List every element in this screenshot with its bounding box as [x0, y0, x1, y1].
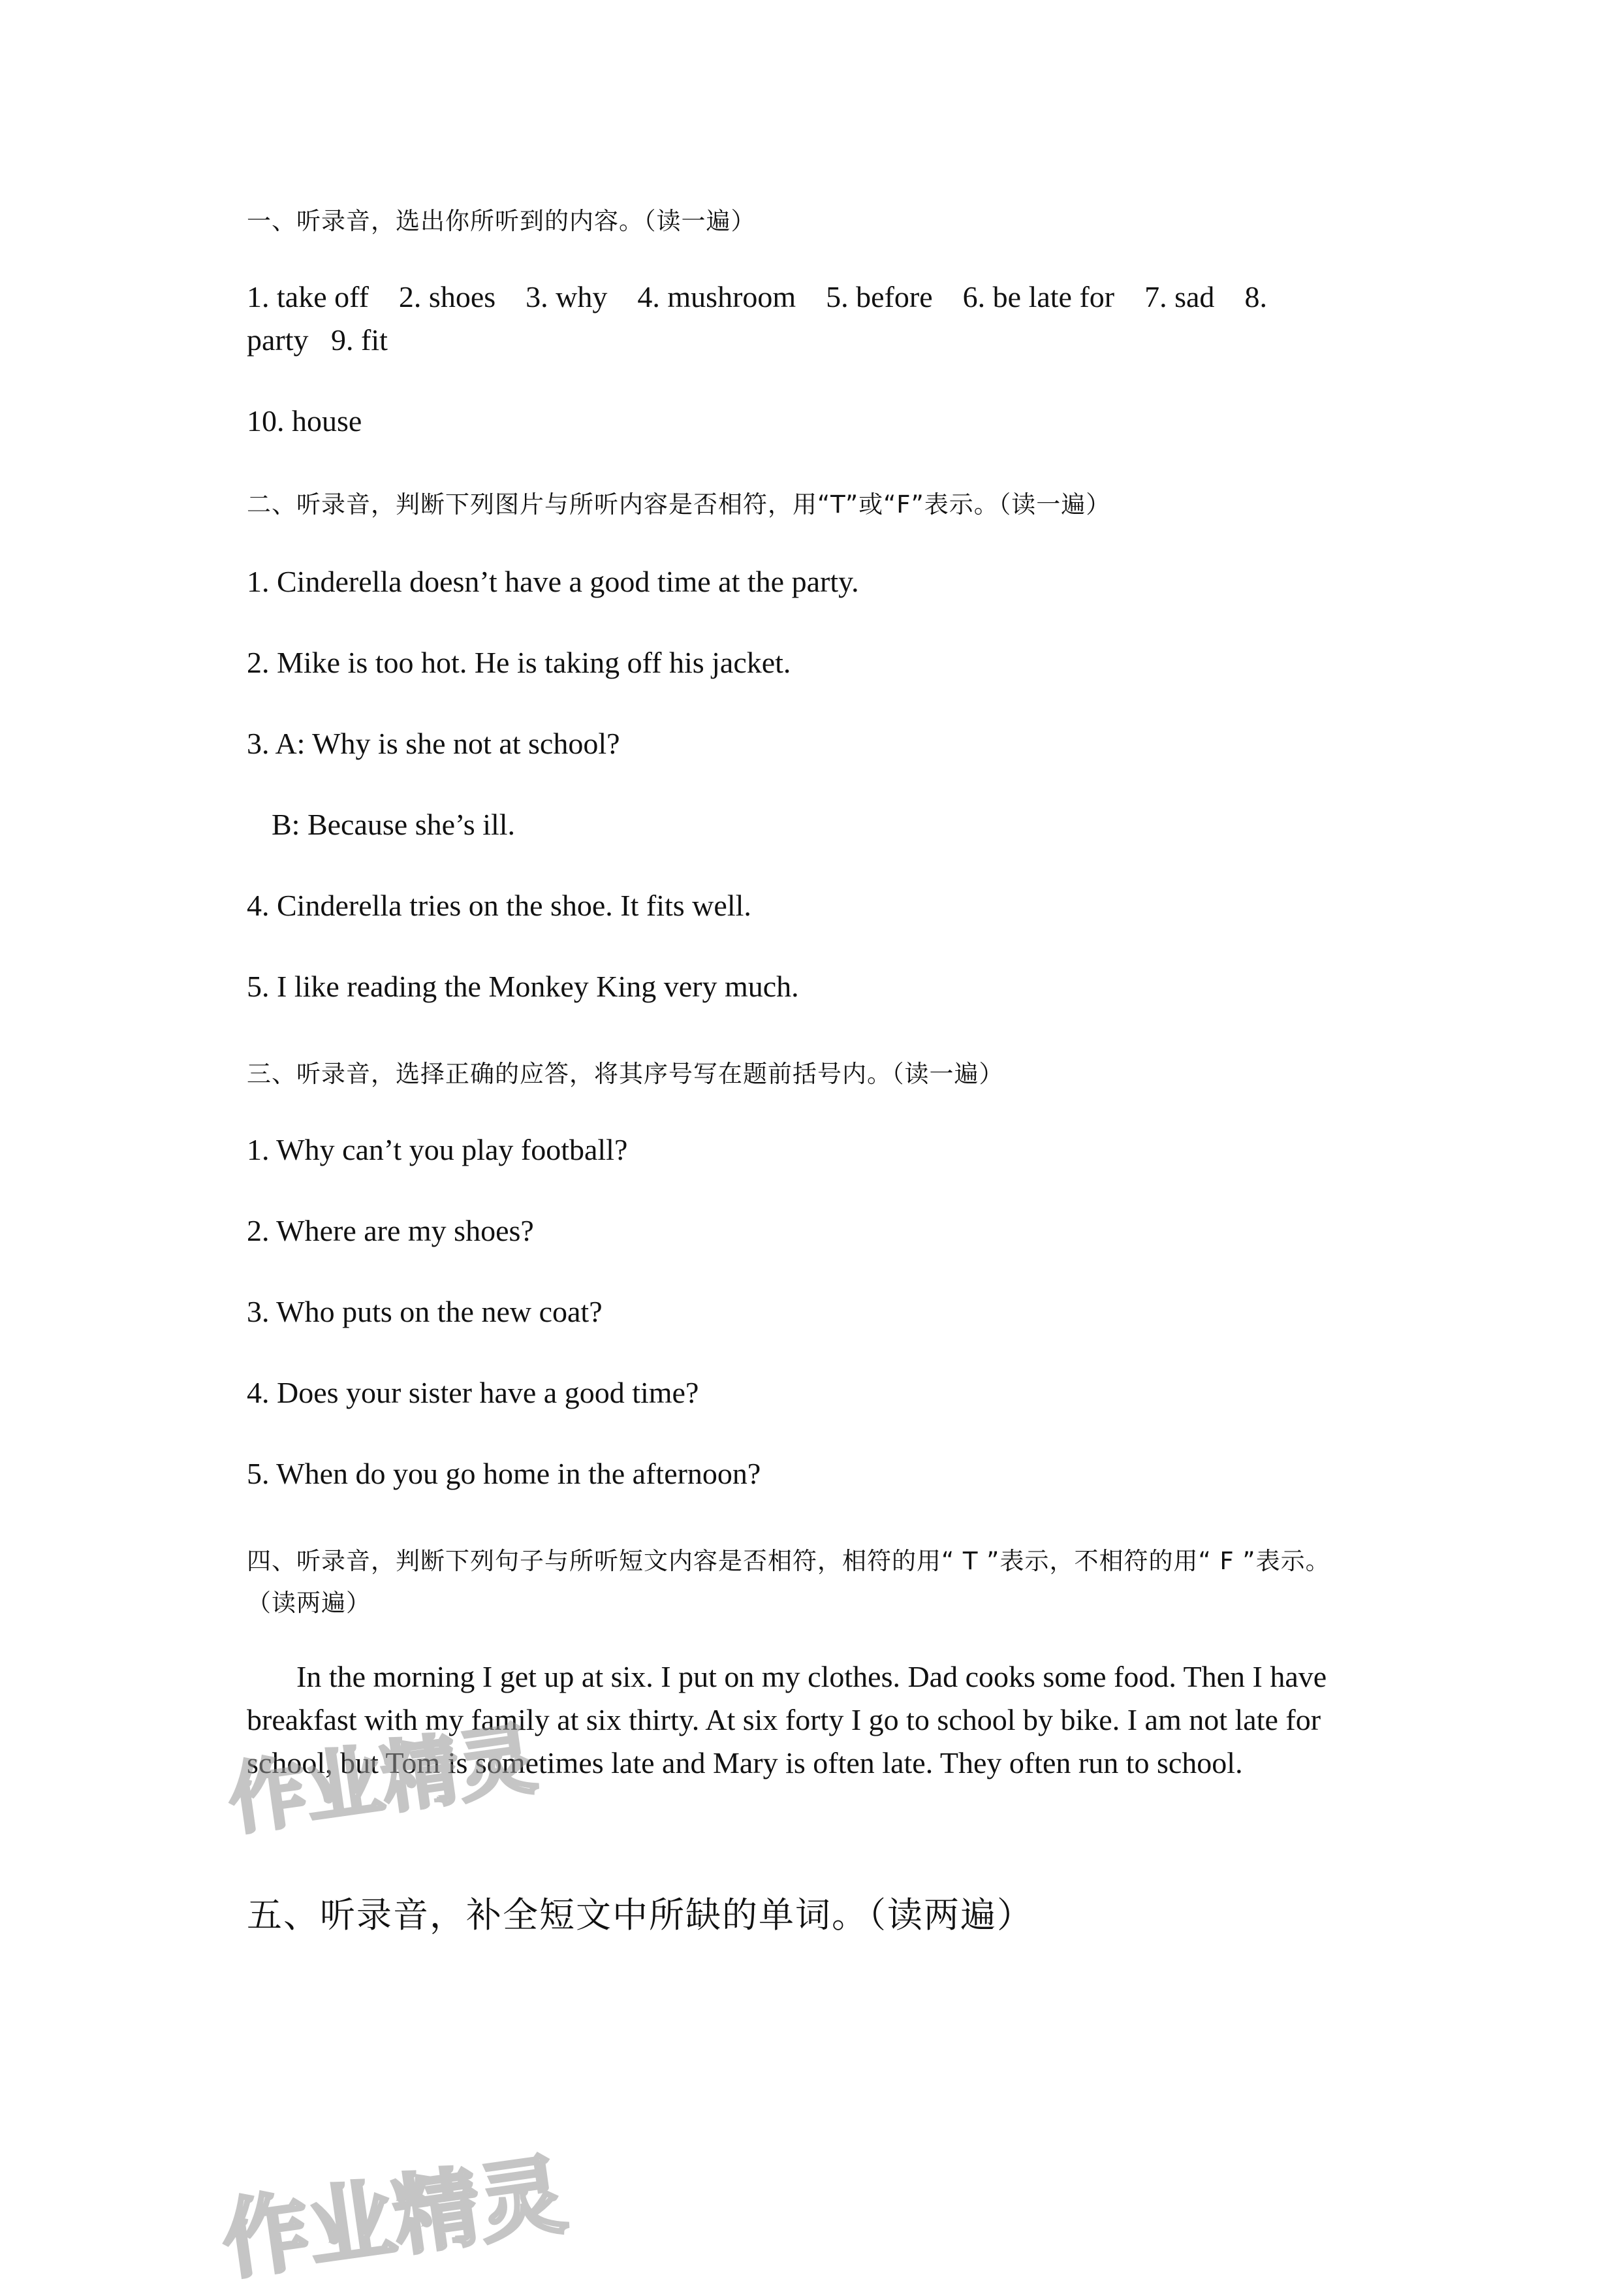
section3-item: 2. Where are my shoes?: [247, 1214, 534, 1247]
section2-item: B: Because she’s ill.: [272, 808, 516, 841]
word-item: 5. before: [826, 280, 933, 313]
watermark-logo: 作业精灵: [223, 1713, 541, 1846]
section2-item: 2. Mike is too hot. He is taking off his jacket.: [247, 646, 791, 679]
word-item: 4. mushroom: [637, 280, 796, 313]
section4-title: 四、听录音，判断下列句子与所听短文内容是否相符，相符的用“ T ”表示，不相符的用“ F ”表示。: [247, 1547, 1330, 1575]
section1-title: 一、听录音，选出你所听到的内容。（读一遍）: [247, 207, 756, 235]
word-item: 1. take off: [247, 280, 369, 313]
section1-word-list-cont: party 9. fit: [247, 323, 388, 357]
section1-word-list: [247, 279, 1267, 314]
section3-item: 5. When do you go home in the afternoon?: [247, 1457, 761, 1490]
word-item: 3. why: [526, 280, 608, 313]
word-item: 8.: [1244, 280, 1267, 313]
section2-item: 5. I like reading the Monkey King very much.: [247, 970, 799, 1003]
section3-item: 3. Who puts on the new coat?: [247, 1295, 603, 1328]
word-item: 6. be late for: [962, 280, 1115, 313]
section2-item: 3. A: Why is she not at school?: [247, 727, 620, 760]
section3-title: 三、听录音，选择正确的应答，将其序号写在题前括号内。（读一遍）: [247, 1060, 1004, 1088]
section4-title-cont: （读两遍）: [247, 1589, 371, 1617]
section3-item: 1. Why can’t you play football?: [247, 1133, 628, 1166]
section1-word-10: 10. house: [247, 404, 362, 438]
word-item: 7. sad: [1144, 280, 1215, 313]
word-item: 2. shoes: [398, 280, 496, 313]
section4-passage: In the morning I get up at six. I put on my clothes. Dad cooks some food. Then I have breakfast with my family at six thirty. At six forty I go to school by bike. I am not late for school, but Tom is sometimes late and Mary is often late. They often run to school.: [247, 1660, 1327, 1779]
section2-title: 二、听录音，判断下列图片与所听内容是否相符，用“T”或“F”表示。（读一遍）: [247, 490, 1111, 518]
section3-item: 4. Does your sister have a good time?: [247, 1376, 699, 1409]
watermark-logo: 作业精灵: [216, 2144, 572, 2292]
section2-item: 4. Cinderella tries on the shoe. It fits well.: [247, 889, 751, 922]
section5-title: 五、听录音，补全短文中所缺的单词。（读两遍）: [247, 1894, 1033, 1936]
section2-item: 1. Cinderella doesn’t have a good time at the party.: [247, 565, 859, 598]
